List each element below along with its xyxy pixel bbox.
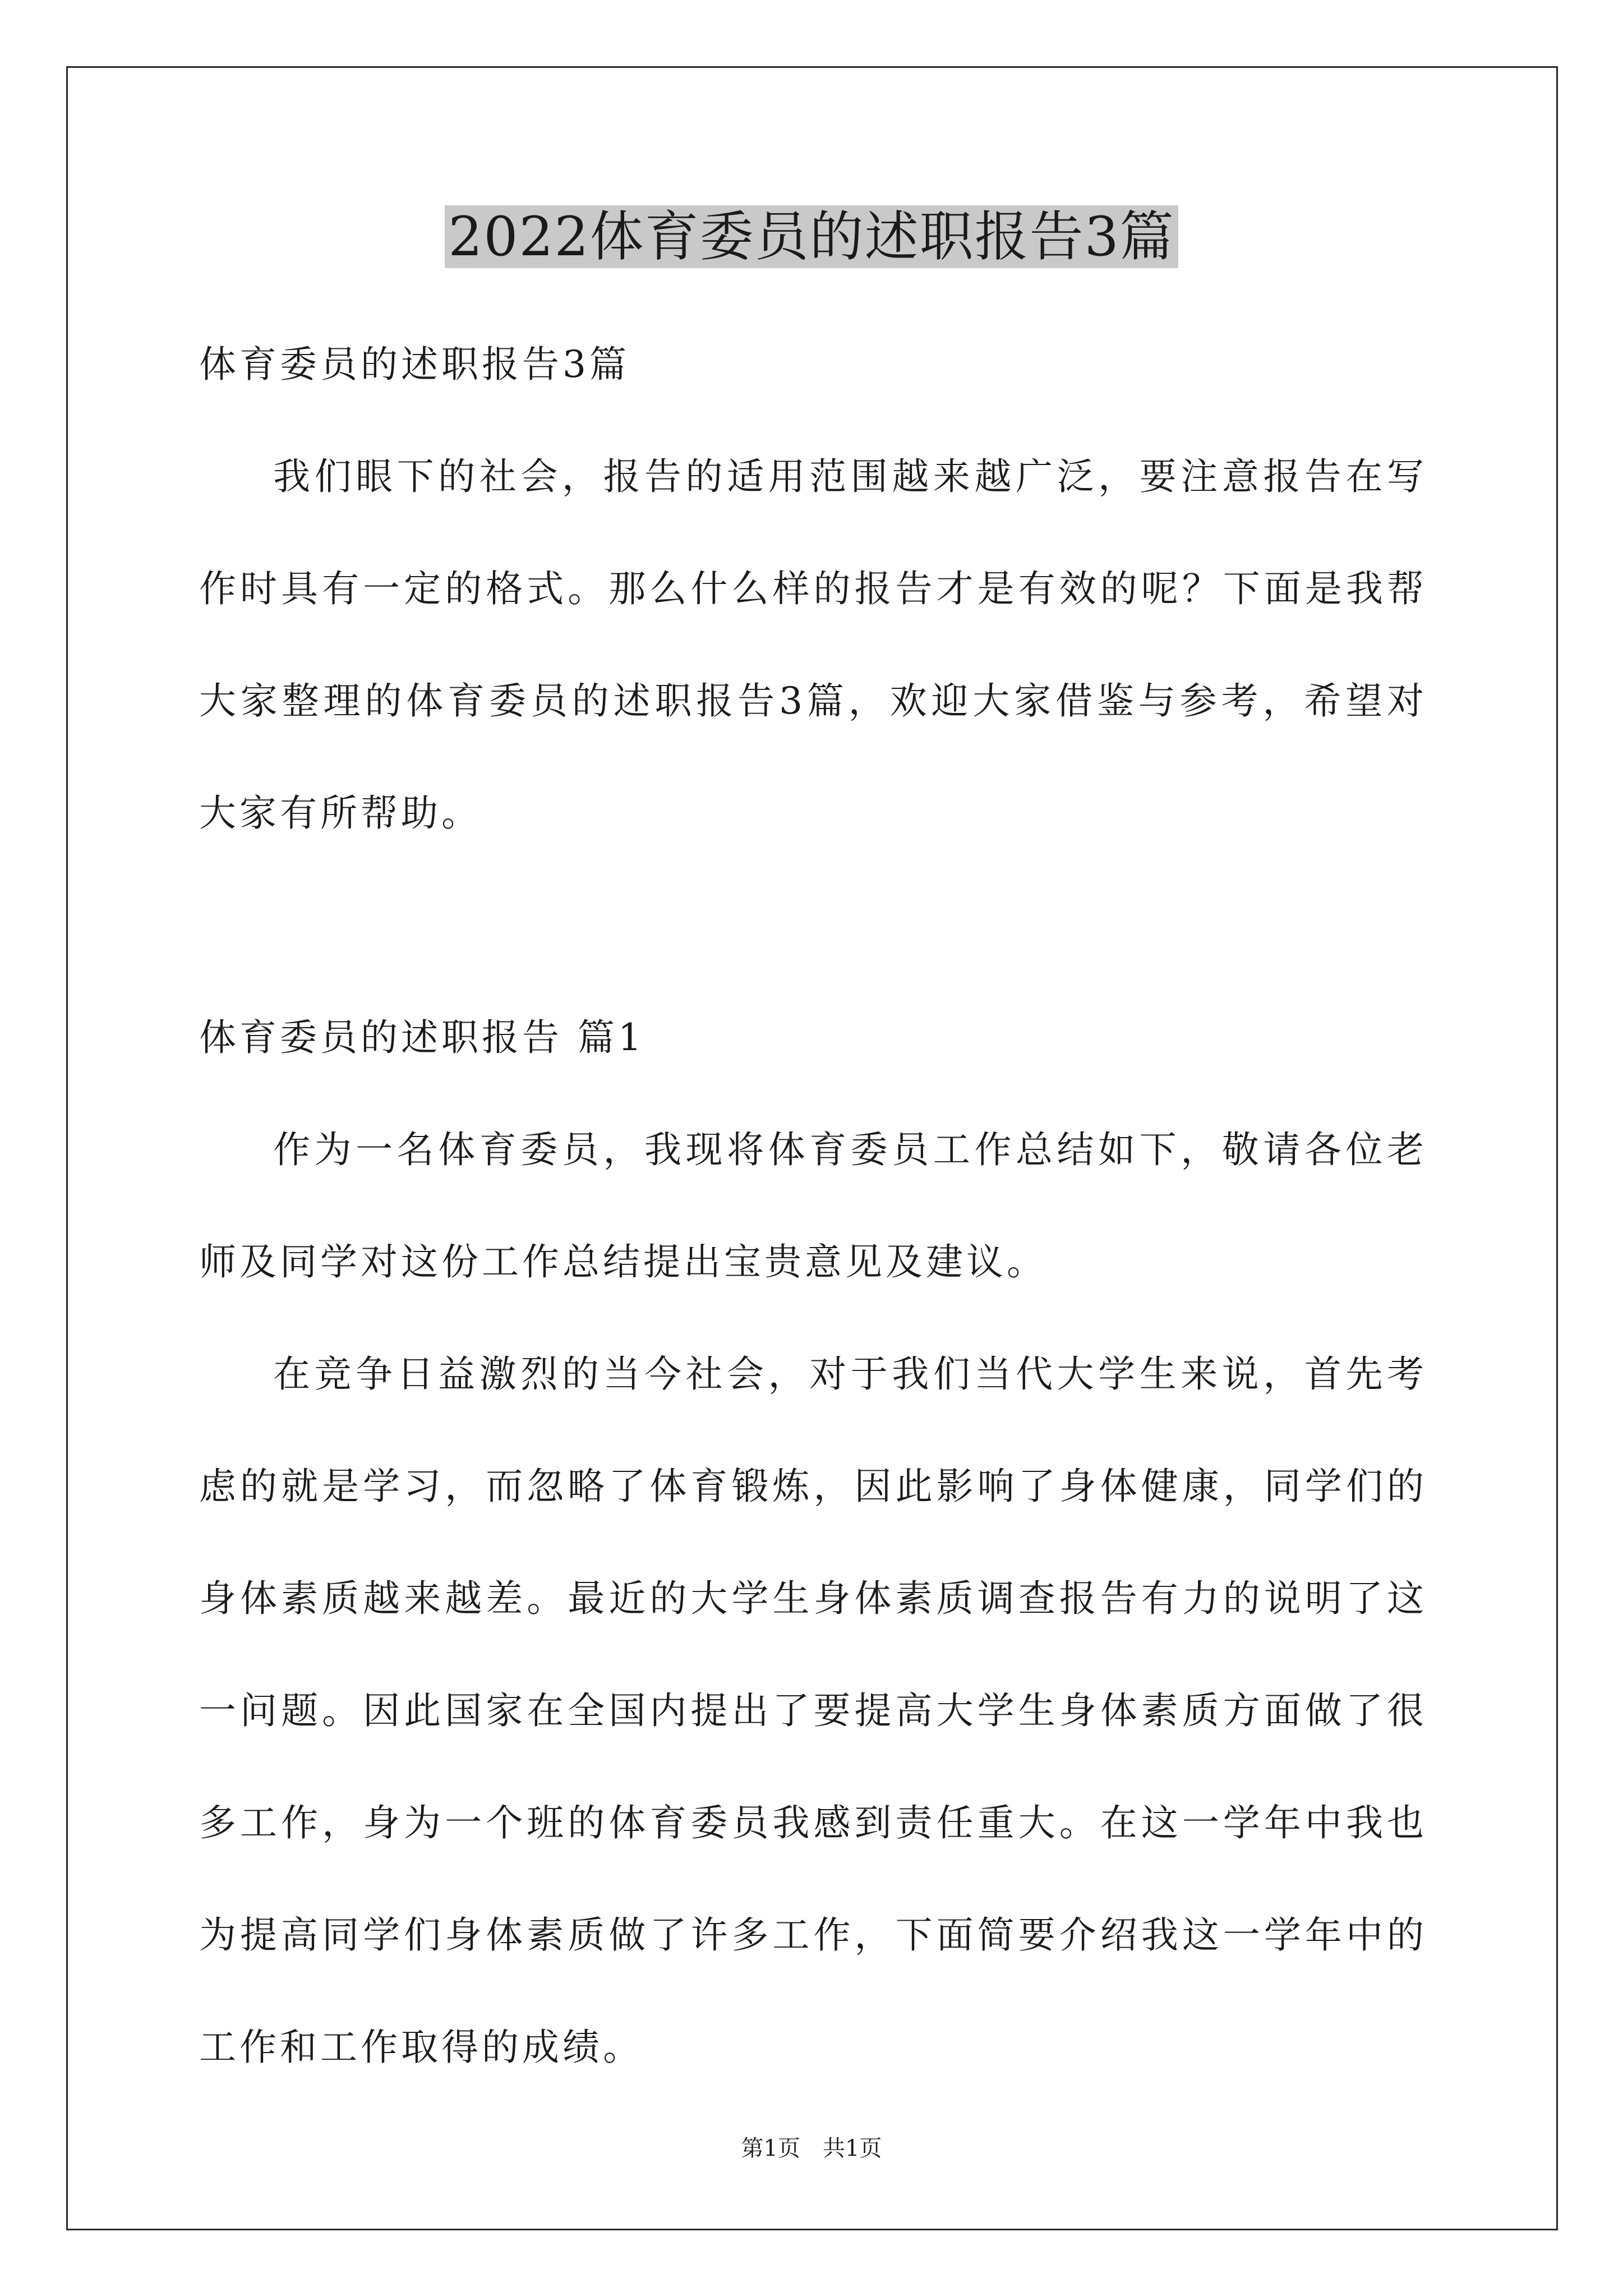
page-footer — [0, 2132, 1623, 2165]
section-heading: 体育委员的述职报告 篇1 — [199, 1016, 645, 1059]
section-spacer — [199, 869, 1427, 982]
document-title-text: 2022体育委员的述职报告3篇 — [445, 205, 1178, 268]
section-paragraph-1: 作为一名体育委员，我现将体育委员工作总结如下，敬请各位老师及同学对这份工作总结提出宝贵意见及建议。 — [199, 1128, 1427, 1283]
document-title — [0, 197, 1623, 276]
page-number: 第1页 — [741, 2136, 800, 2161]
intro-paragraph: 我们眼下的社会，报告的适用范围越来越广泛，要注意报告在写作时具有一定的格式。那么什么样的报告才是有效的呢？下面是我帮大家整理的体育委员的述职报告3篇，欢迎大家借鉴与参考，希望对大家有所帮助。 — [199, 455, 1427, 835]
document-subtitle: 体育委员的述职报告3篇 — [199, 343, 630, 386]
document-body — [199, 309, 1427, 2104]
page-total: 共1页 — [823, 2136, 882, 2161]
section-paragraph-2: 在竞争日益激烈的当今社会，对于我们当代大学生来说，首先考虑的就是学习，而忽略了体育锻炼，因此影响了身体健康，同学们的身体素质越来越差。最近的大学生身体素质调查报告有力的说明了这一问题。因此国家在全国内提出了要提高大学生身体素质方面做了很多工作，身为一个班的体育委员我感到责任重大。在这一学年中我也为提高同学们身体素质做了许多工作，下面简要介绍我这一学年中的工作和工作取得的成绩。 — [199, 1352, 1427, 2069]
